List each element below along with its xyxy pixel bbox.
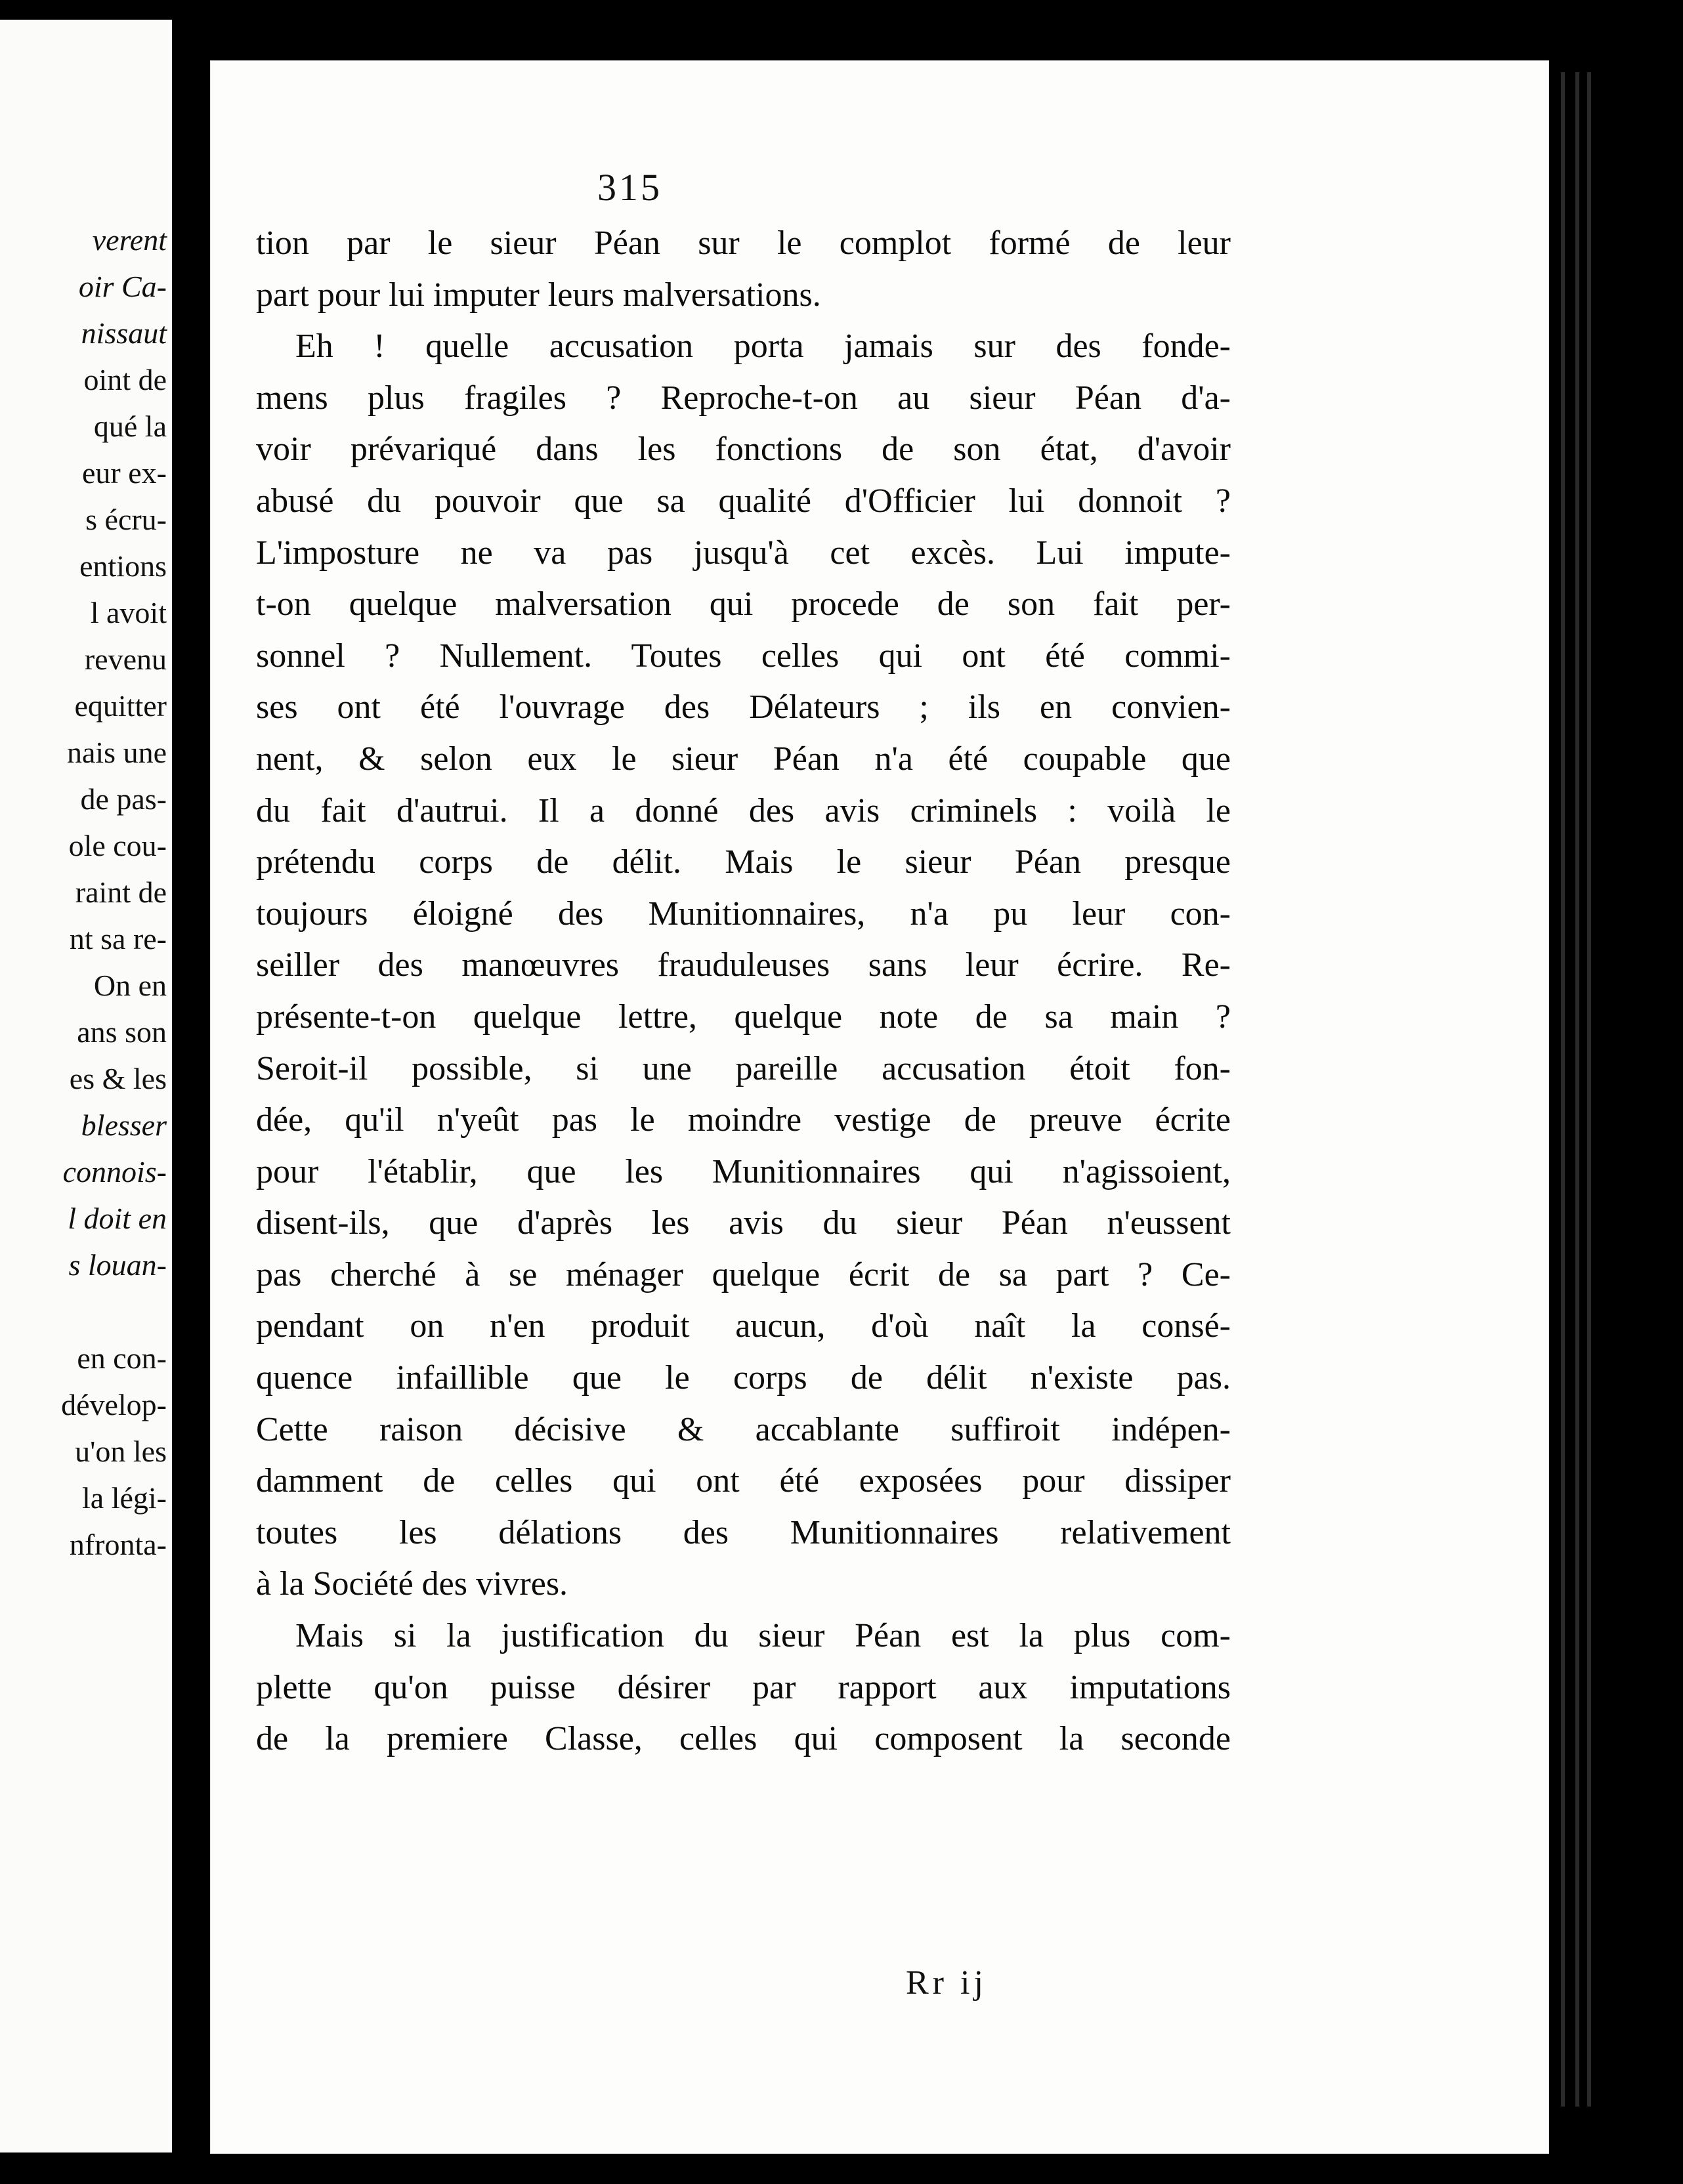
text-line: pas cherché à se ménager quelque écrit de sa part ? Ce- — [256, 1255, 1231, 1293]
facing-page-line: nissaut — [81, 316, 167, 350]
facing-page-line: la légi- — [82, 1481, 167, 1515]
text-line: sonnel ? Nullement. Toutes celles qui ont été commi- — [256, 637, 1231, 675]
facing-page-line: connois- — [62, 1155, 167, 1188]
text-line: nent, & selon eux le sieur Péan n'a été coupable que — [256, 740, 1231, 778]
facing-page-line — [61, 1288, 167, 1335]
text-line: disent-ils, que d'après les avis du sieur Péan n'eussent — [256, 1204, 1231, 1242]
text-line: damment de celles qui ont été exposées pour dissiper — [256, 1462, 1231, 1500]
facing-page-line: nfronta- — [69, 1528, 167, 1561]
facing-page-line: de pas- — [80, 782, 167, 816]
facing-page — [0, 20, 172, 2152]
text-line: dée, qu'il n'yeût pas le moindre vestige de preuve écrite — [256, 1101, 1231, 1139]
page-body-text — [256, 218, 1231, 1765]
facing-page-line: raint de — [75, 875, 167, 909]
facing-page-line: en con- — [77, 1341, 167, 1375]
facing-page-line: verent — [92, 223, 167, 257]
text-line: à la Société des vivres. — [256, 1565, 568, 1603]
facing-page-line: blesser — [81, 1108, 167, 1142]
facing-page-line: qué la — [93, 410, 167, 443]
facing-page-text — [61, 217, 167, 1568]
facing-page-line: s écru- — [85, 503, 167, 536]
main-page — [210, 60, 1549, 2154]
text-line: part pour lui imputer leurs malversations. — [256, 276, 821, 314]
facing-page-line: ans son — [77, 1015, 167, 1049]
text-line: du fait d'autrui. Il a donné des avis criminels : voilà le — [256, 791, 1231, 830]
signature-mark: Rr ij — [906, 1964, 987, 2002]
text-line: voir prévariqué dans les fonctions de son état, d'avoir — [256, 430, 1231, 469]
text-line: plette qu'on puisse désirer par rapport aux imputations — [256, 1668, 1231, 1706]
facing-page-line: l doit en — [68, 1202, 167, 1235]
facing-page-line: nais une — [66, 736, 167, 769]
text-line: toutes les délations des Munitionnaires relativement — [256, 1513, 1231, 1551]
text-line: de la premiere Classe, celles qui composent la seconde — [256, 1720, 1231, 1758]
text-line: Mais si la justification du sieur Péan est la plus com- — [295, 1617, 1231, 1655]
text-line: tion par le sieur Péan sur le complot formé de leur — [256, 224, 1231, 262]
text-line: seiller des manœuvres frauduleuses sans leur écrire. Re- — [256, 946, 1231, 984]
text-line: prétendu corps de délit. Mais le sieur Péan presque — [256, 843, 1231, 881]
facing-page-line: s louan- — [68, 1248, 167, 1282]
text-line: pour l'établir, que les Munitionnaires qui n'agissoient, — [256, 1152, 1231, 1190]
text-line: présente-t-on quelque lettre, quelque note de sa main ? — [256, 998, 1231, 1036]
page-gutter — [172, 0, 210, 2184]
facing-page-line: On en — [93, 969, 167, 1002]
text-line: abusé du pouvoir que sa qualité d'Officier lui donnoit ? — [256, 482, 1231, 520]
text-line: mens plus fragiles ? Reproche-t-on au sieur Péan d'a- — [256, 379, 1231, 417]
text-line: t-on quelque malversation qui procede de son fait per- — [256, 585, 1231, 623]
facing-page-line: ole cou- — [68, 829, 167, 862]
text-line: toujours éloigné des Munitionnaires, n'a pu leur con- — [256, 894, 1231, 933]
facing-page-line: dévelop- — [61, 1388, 167, 1421]
facing-page-line: oint de — [83, 363, 167, 396]
facing-page-line: eur ex- — [82, 456, 167, 490]
facing-page-line: entions — [79, 549, 167, 583]
book-edge — [1549, 0, 1683, 2184]
facing-page-line: revenu — [84, 642, 167, 676]
text-line: quence infaillible que le corps de délit n'existe pas. — [256, 1359, 1231, 1397]
facing-page-line: es & les — [69, 1062, 167, 1095]
text-line: ses ont été l'ouvrage des Délateurs ; ils en convien- — [256, 688, 1231, 726]
text-line: pendant on n'en produit aucun, d'où naît la consé- — [256, 1307, 1231, 1345]
facing-page-line: equitter — [74, 689, 167, 723]
facing-page-line: nt sa re- — [69, 922, 167, 956]
page-number: 315 — [597, 166, 662, 209]
facing-page-line: oir Ca- — [78, 270, 167, 303]
facing-page-line: l avoit — [90, 596, 167, 629]
text-line: Eh ! quelle accusation porta jamais sur des fonde- — [295, 327, 1231, 366]
facing-page-line: u'on les — [75, 1435, 167, 1468]
text-line: L'imposture ne va pas jusqu'à cet excès. Lui impute- — [256, 534, 1231, 572]
text-line: Cette raison décisive & accablante suffiroit indépen- — [256, 1410, 1231, 1448]
text-line: Seroit-il possible, si une pareille accusation étoit fon- — [256, 1049, 1231, 1087]
